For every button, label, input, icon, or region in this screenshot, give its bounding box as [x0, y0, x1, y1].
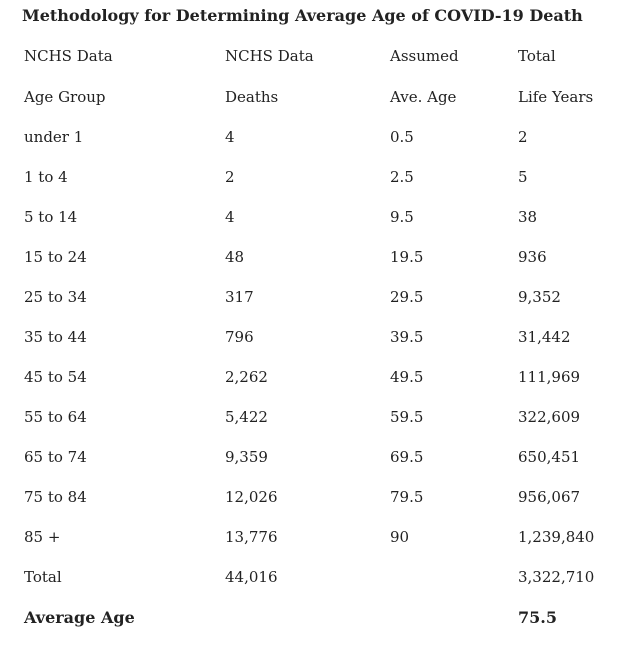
cell-deaths: 9,359: [225, 448, 268, 466]
table-row: [0, 328, 621, 352]
cell-deaths: 317: [225, 288, 254, 306]
cell-assumed-age: 90: [390, 528, 410, 546]
average-age-value: 75.5: [518, 608, 557, 627]
table-row: [0, 248, 621, 272]
table-row: [0, 128, 621, 152]
cell-total-life-years: 9,352: [518, 288, 561, 306]
header-total-life-years: Total: [518, 47, 556, 65]
cell-deaths: 4: [225, 208, 235, 226]
cell-deaths: 796: [225, 328, 254, 346]
cell-age-group: 65 to 74: [24, 448, 87, 466]
average-age-label: Average Age: [24, 608, 135, 627]
table-title: Methodology for Determining Average Age of COVID-19 Death: [22, 6, 583, 25]
cell-age-group: 25 to 34: [24, 288, 87, 306]
cell-deaths: 2: [225, 168, 235, 186]
header-age-group: Age Group: [24, 88, 106, 106]
cell-assumed-age: 0.5: [390, 128, 414, 146]
cell-deaths: 2,262: [225, 368, 268, 386]
cell-assumed-age: 49.5: [390, 368, 424, 386]
cell-total-life-years: 111,969: [518, 368, 581, 386]
header-deaths: Deaths: [225, 88, 279, 106]
cell-deaths: 12,026: [225, 488, 278, 506]
cell-age-group: 55 to 64: [24, 408, 87, 426]
cell-age-group: 35 to 44: [24, 328, 87, 346]
cell-assumed-age: 19.5: [390, 248, 424, 266]
table-row: [0, 408, 621, 432]
cell-age-group: 75 to 84: [24, 488, 87, 506]
cell-total-life-years: 2: [518, 128, 528, 146]
header-total-life-years: Life Years: [518, 88, 594, 106]
table-row: [0, 168, 621, 192]
cell-total-life-years: 650,451: [518, 448, 581, 466]
cell-assumed-age: 69.5: [390, 448, 424, 466]
table-row: [0, 528, 621, 552]
cell-age-group: 15 to 24: [24, 248, 87, 266]
cell-total-life-years: 3,322,710: [518, 568, 595, 586]
cell-assumed-age: 2.5: [390, 168, 414, 186]
cell-deaths: 13,776: [225, 528, 278, 546]
cell-age-group: 45 to 54: [24, 368, 87, 386]
table-row: [0, 488, 621, 512]
table-row: [0, 368, 621, 392]
average-age-row: [0, 608, 621, 632]
cell-assumed-age: 9.5: [390, 208, 414, 226]
table-row: [0, 288, 621, 312]
cell-total-life-years: 936: [518, 248, 547, 266]
cell-total-life-years: 956,067: [518, 488, 581, 506]
cell-total-life-years: 31,442: [518, 328, 571, 346]
cell-assumed-age: 59.5: [390, 408, 424, 426]
header-deaths: NCHS Data: [225, 47, 314, 65]
cell-assumed-age: 79.5: [390, 488, 424, 506]
cell-deaths: 44,016: [225, 568, 278, 586]
cell-total-life-years: 5: [518, 168, 528, 186]
table-row: [0, 568, 621, 592]
cell-age-group: 85 +: [24, 528, 61, 546]
cell-assumed-age: 29.5: [390, 288, 424, 306]
cell-assumed-age: 39.5: [390, 328, 424, 346]
cell-total-life-years: 322,609: [518, 408, 581, 426]
cell-total-life-years: 1,239,840: [518, 528, 595, 546]
cell-deaths: 48: [225, 248, 245, 266]
header-age-group: NCHS Data: [24, 47, 113, 65]
header-assumed-age: Assumed: [390, 47, 459, 65]
cell-age-group: 5 to 14: [24, 208, 78, 226]
cell-deaths: 4: [225, 128, 235, 146]
header-row: [0, 47, 621, 71]
header-row: [0, 88, 621, 112]
cell-total-life-years: 38: [518, 208, 538, 226]
cell-deaths: 5,422: [225, 408, 268, 426]
table-row: [0, 448, 621, 472]
cell-age-group: Total: [24, 568, 62, 586]
cell-age-group: under 1: [24, 128, 84, 146]
header-assumed-age: Ave. Age: [390, 88, 457, 106]
cell-age-group: 1 to 4: [24, 168, 68, 186]
table-row: [0, 208, 621, 232]
